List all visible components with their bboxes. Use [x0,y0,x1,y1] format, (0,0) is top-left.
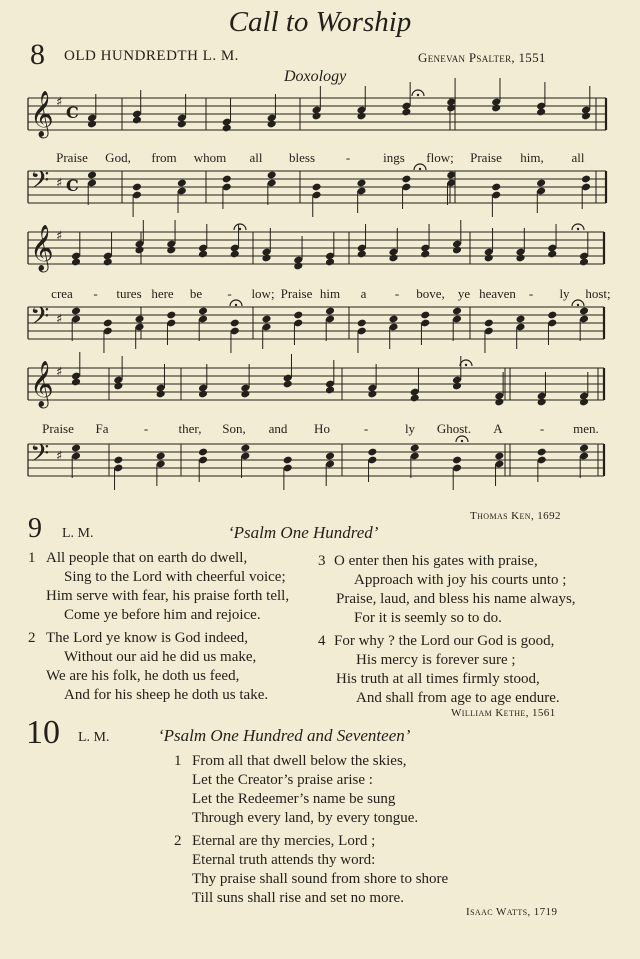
section-title: Call to Worship [228,6,412,38]
note-head-icon [401,175,411,184]
note-head-icon [357,250,367,259]
note-head-icon [261,254,271,263]
lyric-syllable: ly [559,286,570,301]
note-head-icon [198,250,208,259]
lyric-syllable: Praise [56,150,88,165]
note-head-icon [367,390,377,399]
verse-line: Eternal truth attends thy word: [192,852,376,868]
treble-clef-icon: 𝄞 [30,225,54,271]
note-head-icon [283,456,293,465]
lyric-syllable: whom [193,150,227,165]
note-head-icon [293,311,303,320]
note-head-icon [166,311,176,320]
note-head-icon [103,258,113,267]
note-head-icon [357,319,367,328]
note-head-icon [547,250,557,259]
hymn-8-subtitle: Doxology [284,68,347,85]
lyric-syllable: flow; [426,150,454,165]
lyric-syllable: ings [383,150,405,165]
note-head-icon [198,307,208,316]
lyric-syllable: ther, [178,421,202,436]
hymn-8-source: Genevan Psalter, 1551 [418,50,546,65]
note-head-icon [240,444,250,453]
bass-clef-icon: 𝄢 [30,166,50,201]
lyric-syllable: all [571,150,585,165]
note-head-icon [410,394,420,403]
fermata-dot [465,364,467,366]
lyric-syllable: - [227,286,232,301]
verse-line: O enter then his gates with praise, [334,553,538,569]
hymn-8-tune-name: OLD HUNDREDTH L. M. [64,48,239,64]
sharp-icon: ♯ [56,176,63,191]
note-head-icon [71,378,81,387]
note-head-icon [177,179,187,188]
lyric-syllable: - [528,286,534,301]
lyric-syllable: Son, [222,421,246,436]
note-head-icon [579,444,589,453]
verse-line: Till suns shall rise and set no more. [192,890,404,906]
lyric-syllable: A [493,421,503,436]
note-head-icon [494,398,504,407]
note-head-icon [156,390,166,399]
lyric-syllable: - [143,421,149,436]
hymn-8-number: 8 [30,38,45,71]
lyric-syllable: Praise [42,421,74,436]
note-head-icon [113,456,123,465]
lyric-syllable: him [319,286,341,301]
lyric-syllable: - [345,150,351,165]
bass-clef-icon: 𝄢 [30,439,50,474]
verse-line: The Lord ye know is God indeed, [46,630,249,646]
note-head-icon [491,183,501,192]
verse-number: 1 [174,753,182,769]
verse-line: Thy praise shall sound from shore to shore [192,871,449,887]
note-head-icon [312,112,322,121]
note-head-icon [494,452,504,461]
note-head-icon [484,254,494,263]
note-head-icon [71,307,81,316]
hymn-10-number: 10 [26,714,60,751]
note-head-icon [198,390,208,399]
note-head-icon [156,452,166,461]
note-head-icon [388,254,398,263]
note-head-icon [177,120,187,129]
lyric-syllable: Ghost. [436,421,472,436]
common-time-icon: C [66,176,79,195]
note-head-icon [452,246,462,255]
verse-line: Him serve with fear, his praise forth tell, [46,588,290,604]
lyric-syllable: Praise [280,286,313,301]
hymn-10-attribution: Isaac Watts, 1719 [466,906,558,918]
note-head-icon [547,311,557,320]
hymn-8-attribution: Thomas Ken, 1692 [470,510,561,522]
verse-line: Sing to the Lord with cheerful voice; [64,569,286,585]
lyric-syllable: ly [404,421,416,436]
hymn-9-attribution: William Kethe, 1561 [451,707,556,719]
verse-number: 2 [28,630,36,646]
sharp-icon: ♯ [56,95,63,110]
note-head-icon [267,171,277,180]
note-head-icon [537,448,547,457]
hymn-9-number: 9 [28,513,42,544]
verse-line: His mercy is forever sure ; [356,652,516,668]
treble-clef-icon: 𝄞 [30,361,54,407]
note-head-icon [230,250,240,259]
note-head-icon [537,398,547,407]
note-head-icon [134,315,144,324]
lyric-syllable: all [249,150,263,165]
sharp-icon: ♯ [56,312,63,327]
verse-number: 4 [318,633,326,649]
note-head-icon [325,307,335,316]
note-head-icon [312,183,322,192]
fermata-dot [417,94,419,96]
note-head-icon [134,246,144,255]
note-head-icon [581,112,591,121]
note-head-icon [325,258,335,267]
note-head-icon [103,319,113,328]
fermata-dot [577,304,579,306]
note-head-icon [87,120,97,129]
note-head-icon [198,448,208,457]
lyric-syllable: be [189,286,203,301]
note-head-icon [240,390,250,399]
verse-line: And for his sheep he doth us take. [64,687,269,703]
sharp-icon: ♯ [56,449,63,464]
note-head-icon [230,319,240,328]
note-head-icon [536,108,546,117]
lyric-syllable: Ho [314,421,330,436]
fermata-dot [239,228,241,230]
sharp-icon: ♯ [56,365,63,380]
note-head-icon [536,179,546,188]
fermata-dot [577,228,579,230]
note-head-icon [132,183,142,192]
note-head-icon [293,262,303,271]
note-head-icon [166,246,176,255]
verse-number: 1 [28,550,36,566]
note-head-icon [515,254,525,263]
verse-line: His truth at all times firmly stood, [336,671,540,687]
verse-line: Let the Creator’s praise arise : [192,772,373,788]
note-head-icon [267,120,277,129]
note-head-icon [388,315,398,324]
lyric-syllable: bless [289,150,315,165]
verse-line: Praise, laud, and bless his name always, [336,591,576,607]
lyric-syllable: - [394,286,400,301]
note-head-icon [356,112,366,121]
lyric-syllable: God, [105,150,131,165]
verse-line: We are his folk, he doth us feed, [46,668,240,684]
note-head-icon [367,448,377,457]
note-head-icon [452,307,462,316]
lyric-syllable: him, [520,150,544,165]
note-head-icon [420,311,430,320]
verse-line: For it is seemly so to do. [354,610,502,626]
note-head-icon [71,444,81,453]
treble-clef-icon: 𝄞 [30,91,54,137]
note-head-icon [452,456,462,465]
hymn-10-meter: L. M. [78,730,110,745]
verse-number: 3 [318,553,326,569]
note-head-icon [581,175,591,184]
note-head-icon [579,258,589,267]
note-head-icon [113,382,123,391]
note-head-icon [515,315,525,324]
lyric-syllable: crea [51,286,73,301]
lyric-syllable: tures [116,286,142,301]
verse-line: Without our aid he did us make, [64,649,257,665]
lyric-syllable: host; [585,286,611,301]
lyric-syllable: Fa [95,421,109,436]
fermata-dot [419,168,421,170]
verse-line: And shall from age to age endure. [356,690,560,706]
lyric-syllable: heaven [479,286,516,301]
hymn-10-title: ‘Psalm One Hundred and Seventeen’ [158,726,411,745]
lyric-syllable: men. [573,421,599,436]
note-head-icon [452,382,462,391]
common-time-icon: C [66,103,79,122]
lyric-syllable: from [151,150,177,165]
verse-line: Eternal are thy mercies, Lord ; [192,833,376,849]
verse-line: Approach with joy his courts unto ; [354,572,567,588]
lyric-syllable: and [268,421,288,436]
fermata-dot [461,440,463,442]
verse-line: For why ? the Lord our God is good, [334,633,555,649]
note-head-icon [71,258,81,267]
note-head-icon [87,171,97,180]
note-head-icon [325,452,335,461]
lyric-syllable: here [151,286,174,301]
note-head-icon [484,319,494,328]
note-head-icon [420,250,430,259]
verse-line: Come ye before him and rejoice. [64,607,261,623]
lyrics-system-3 [0,421,640,439]
note-head-icon [356,179,366,188]
verse-line: Let the Redeemer’s name be sung [192,791,396,807]
note-head-icon [401,108,411,117]
fermata-dot [235,304,237,306]
hymn-9-title: ‘Psalm One Hundred’ [228,523,379,542]
lyric-syllable: - [93,286,98,301]
note-head-icon [222,124,232,133]
hymn-9-meter: L. M. [62,526,94,541]
lyric-syllable: bove, [416,286,445,301]
lyric-syllable: a [360,286,367,301]
lyric-syllable: Praise [470,150,502,165]
note-head-icon [261,315,271,324]
note-head-icon [283,380,293,389]
bass-clef-icon: 𝄢 [30,302,50,337]
lyric-syllable: low; [251,286,275,301]
verse-line: All people that on earth do dwell, [46,550,248,566]
verse-line: Through every land, by every tongue. [192,810,419,826]
note-head-icon [491,104,501,113]
lyrics-system-1 [0,150,640,168]
verse-number: 2 [174,833,182,849]
verse-line: From all that dwell below the skies, [192,753,407,769]
note-head-icon [325,386,335,395]
note-head-icon [410,444,420,453]
lyrics-system-2 [0,286,640,304]
note-head-icon [132,116,142,125]
lyric-syllable: - [539,421,545,436]
note-head-icon [579,307,589,316]
note-head-icon [579,398,589,407]
lyric-syllable: ye [457,286,471,301]
lyric-syllable: - [363,421,369,436]
note-head-icon [222,175,232,184]
sharp-icon: ♯ [56,229,63,244]
